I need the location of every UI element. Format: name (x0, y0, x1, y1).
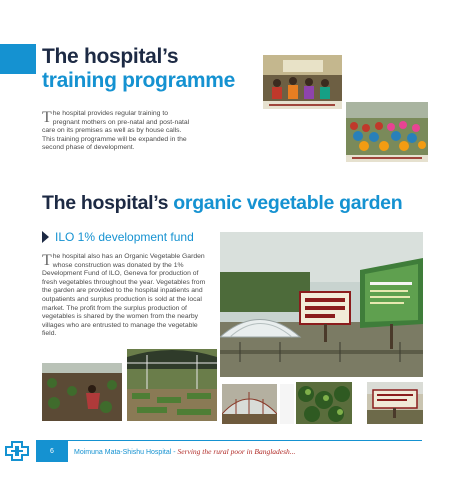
garden-photo-plants (296, 382, 352, 424)
hospital-cross-logo-icon (0, 440, 36, 462)
training-photo-group (346, 102, 428, 162)
training-heading-line2: training programme (42, 69, 235, 92)
page-number: 6 (36, 441, 68, 462)
garden-photo-signboard (367, 382, 423, 424)
training-heading-line1: The hospital’s (42, 45, 179, 68)
training-body-text (42, 110, 192, 153)
garden-body-text (42, 253, 212, 339)
footer-caption (74, 447, 295, 456)
garden-photo-strip (280, 384, 294, 424)
footer-tagline: Serving the rural poor in Bangladesh... (177, 447, 296, 456)
garden-heading-accent: organic vegetable garden (173, 192, 403, 214)
footer-hospital-name: Moimuna Mata-Shishu Hospital (74, 449, 172, 456)
ilo-subheading (42, 229, 194, 245)
garden-body: he hospital also has an Organic Vegetable Garden whose construction was donated by the 1% Development Fund of ILO, Geneva for production of fresh vegetables throughout the year. Vegetables from the garden are provided to the hospital inpatients and outpatients and surplus production is sold at the local market. The profit from the surplus production of vegetables is shared by the women from the nearby villages who are entrusted to manage the vegetable field. (42, 253, 206, 338)
training-heading (42, 45, 235, 93)
garden-photo-woman-working (42, 363, 122, 421)
footer-separator: - (171, 449, 178, 456)
triangle-bullet-icon (42, 231, 49, 243)
ilo-subheading-text: ILO 1% development fund (55, 230, 194, 244)
garden-photo-main (220, 232, 423, 377)
garden-dropcap: T (42, 252, 52, 269)
footer-rule (36, 440, 422, 441)
section-accent-bar (0, 44, 36, 74)
garden-photo-tunnel (222, 384, 277, 424)
training-body: he hospital provides regular training to pregnant mothers on pre-natal and post-natal care on its premises as well as by house calls. This training programme will be expanded in the second phase of development. (42, 110, 190, 152)
training-photo-classroom (263, 55, 342, 109)
garden-heading (42, 192, 402, 215)
training-dropcap: T (42, 109, 52, 126)
garden-photo-greenhouse-interior (127, 349, 217, 421)
garden-heading-plain: The hospital’s (42, 192, 174, 214)
